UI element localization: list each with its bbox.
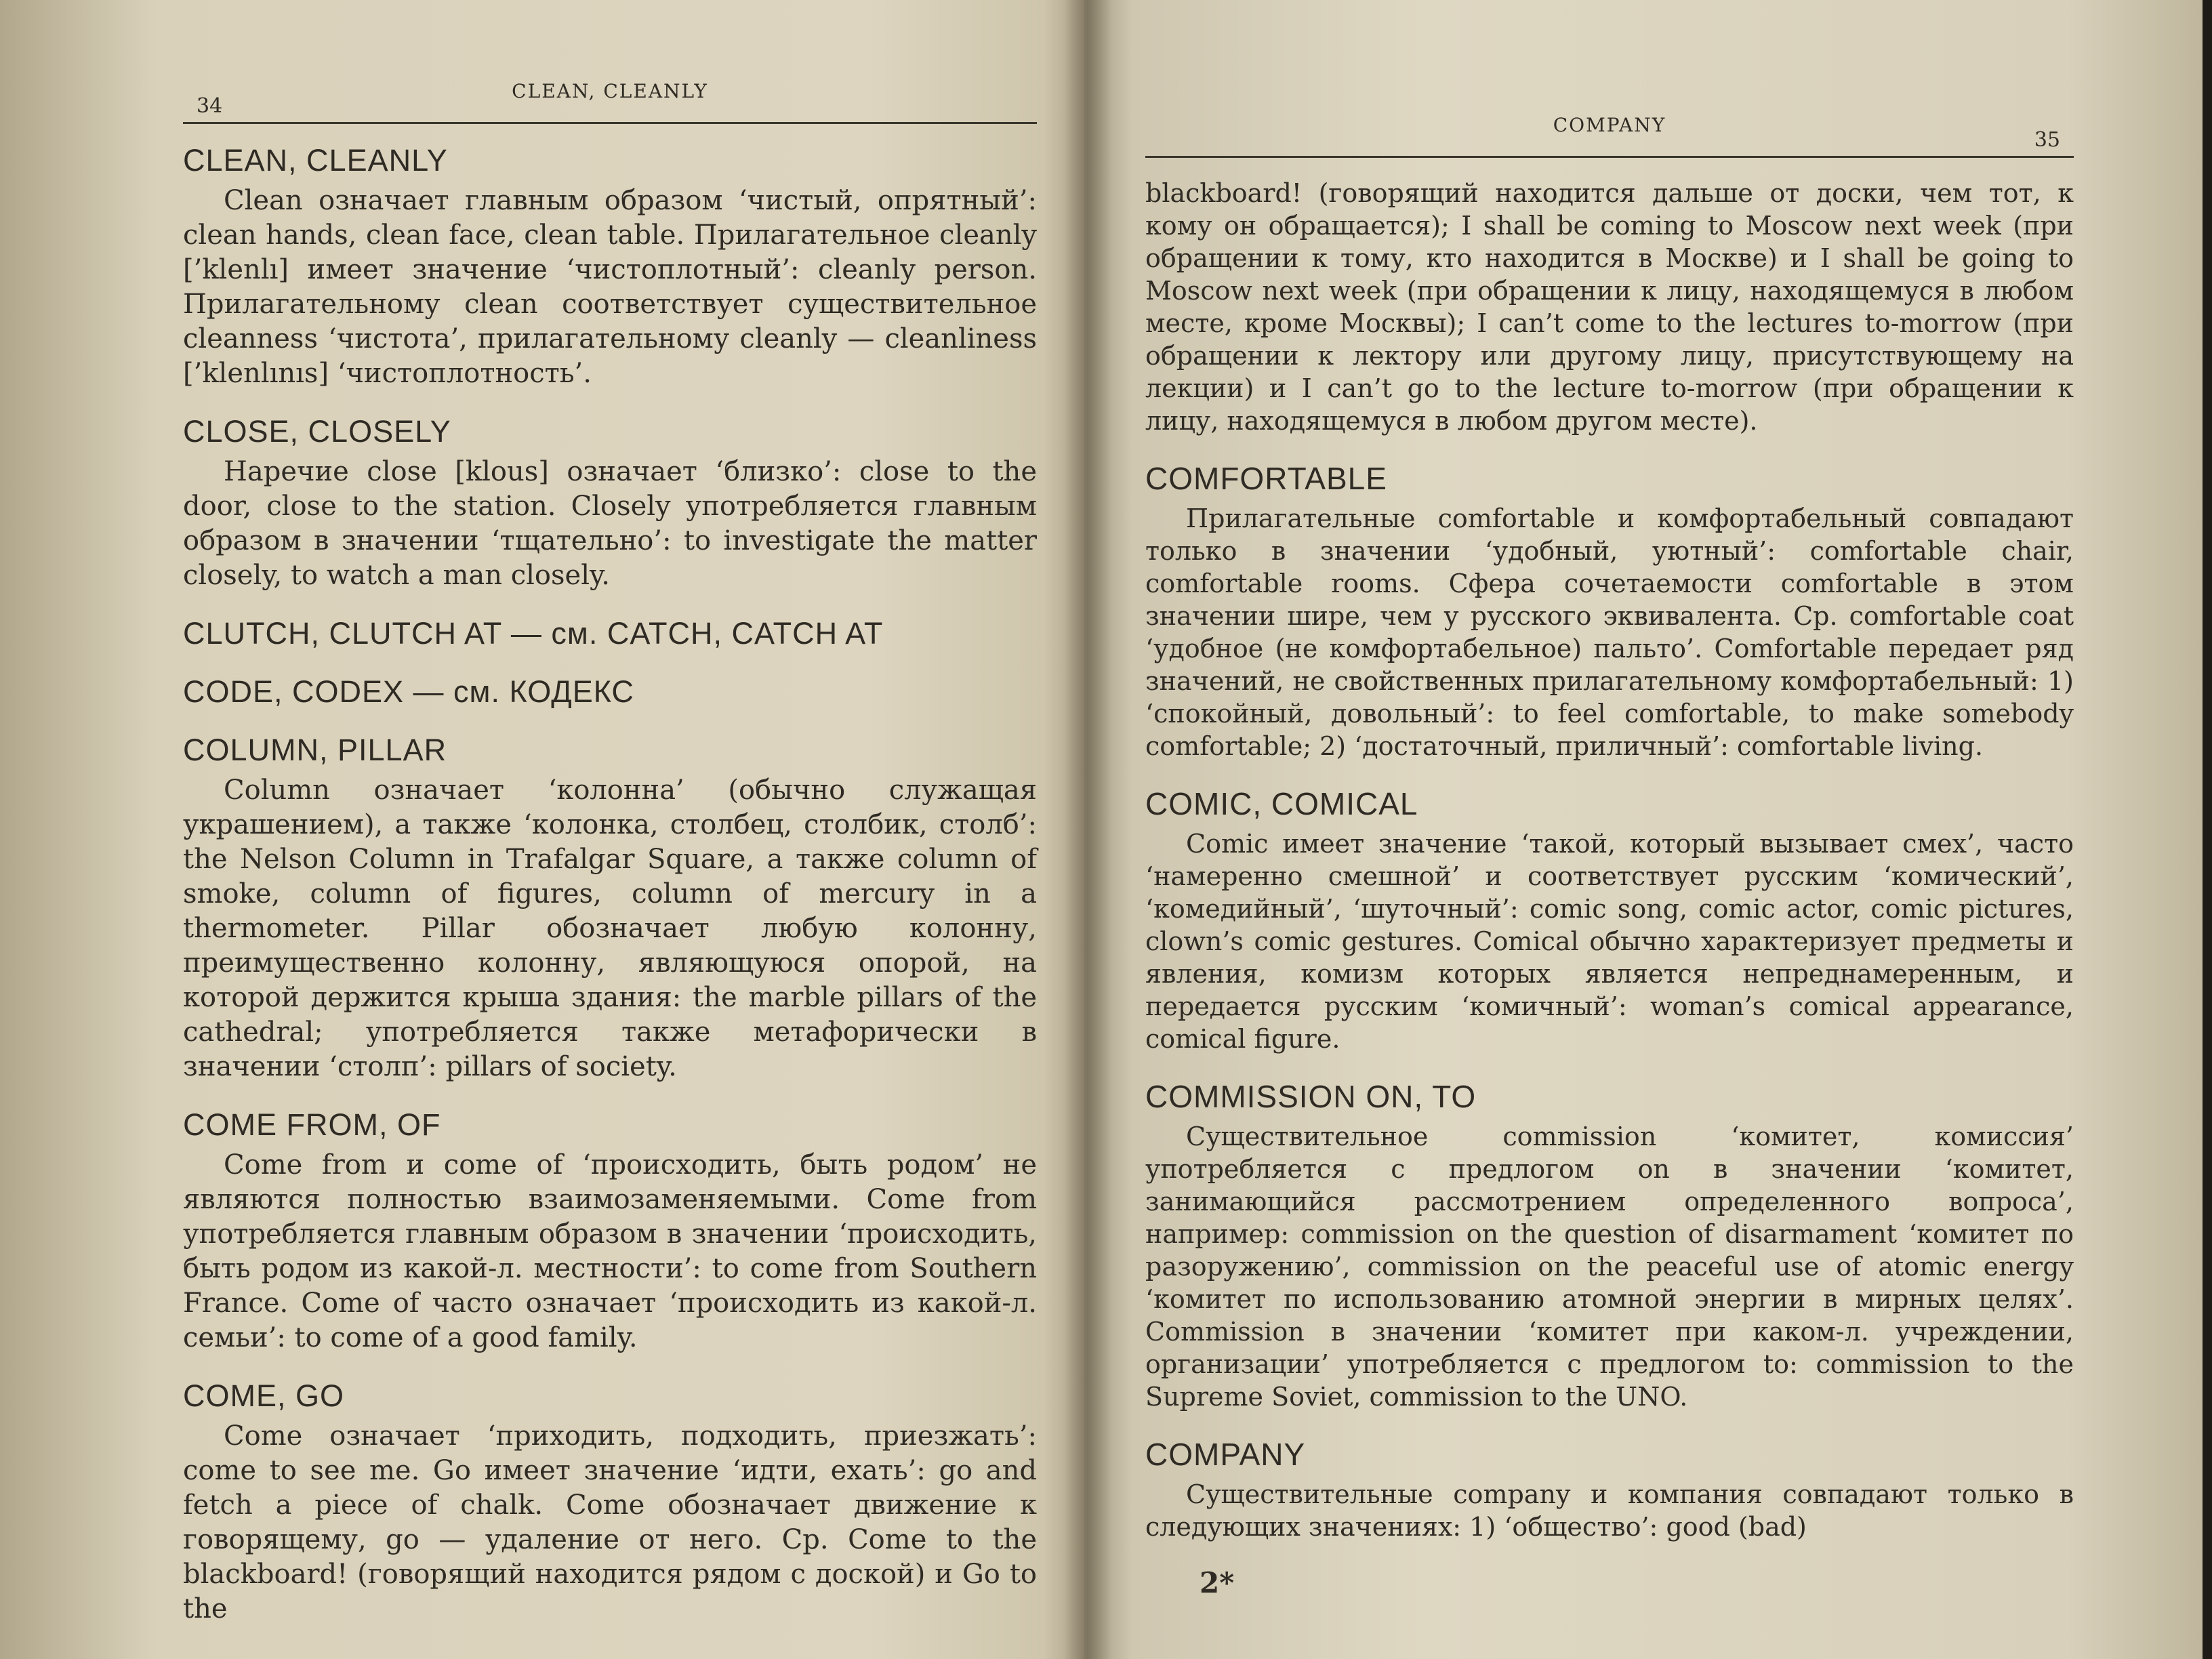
entry-text: Наречие close [klous] означает ‘близко’: close to the door, close to the station. Closely употребляется главным образом в значении ‘тщательно’: to investigate the matter closely, to watch a man closely. [183, 456, 1037, 591]
dictionary-entry [183, 414, 1037, 593]
left-page-number: 34 [197, 94, 223, 118]
entry-headword: COMIC, COMICAL [1145, 786, 1418, 821]
entry-headword: COME, GO [183, 1378, 345, 1413]
dictionary-entry [1145, 460, 2074, 762]
book-gutter [1064, 0, 1111, 1659]
dictionary-entry [183, 1107, 1037, 1355]
cross-reference: CLUTCH, CLUTCH AT — см. CATCH, CATCH AT [183, 616, 884, 651]
dictionary-entry [1145, 1436, 2074, 1543]
cross-reference: CODE, CODEX — см. КОДЕКС [183, 674, 634, 709]
dictionary-entry [183, 733, 1037, 1084]
entry-headword: COMFORTABLE [1145, 461, 1387, 496]
entry-text: Существительные company и компания совпадают только в следующих значениях: 1) ‘общество’: good (bad) [1145, 1479, 2074, 1542]
entry-text: Comic имеет значение ‘такой, который вызывает смех’, часто ‘намеренно смешной’ и соответствует русским ‘комический’, ‘комедийный’, ‘шуточный’: comic song, comic actor, comic pictures, clown’s comic gestures. Comical обычно характеризует предметы и явления, комизм которых является непреднамеренным, и передается русским ‘комичный’: woman’s comical appearance, comical figure. [1145, 829, 2074, 1054]
entry-text: Существительное commission ‘комитет, комиссия’ употребляется с предлогом on в значении ‘комитет, занимающийся рассмотрением определенного вопроса’, например: commission on the question of disarmament ‘комитет по разоружению’, commission on the peaceful use of atomic energy ‘комитет по использованию атомной энергии в мирных целях’. Commission в значении ‘комитет при каком-л. учреждении, организации’ употребляется с предлогом to: commission to the Supreme Soviet, commission to the UNO. [1145, 1122, 2074, 1412]
continued-entry-text: blackboard! (говорящий находится дальше от доски, чем тот, к кому он обращается); I shall be coming to Moscow next week (при обращении к тому, кто находится в Москве) и I shall be going to Moscow next week (при обращении к лицу, находящемуся в любом месте, кроме Москвы); I can’t come to the lectures to-morrow (при обращении к лектору или другому лицу, присутствующему на лекции) и I can’t go to the lecture to-morrow (при обращении к лицу, находящемуся в любом другом месте). [1145, 178, 2074, 436]
dictionary-entry [183, 1378, 1037, 1626]
entry-text: Column означает ‘колонна’ (обычно служащая украшением), а также ‘колонка, столбец, столбик, столб’: the Nelson Column in Trafalgar Square, а также column of smoke, column of figures, column of mercury in a thermometer. Pillar обозначает любую колонну, преимущественно колонну, являющуюся опорой, на которой держится крыша здания: the marble pillars of the cathedral; употребляется также метафорически в значении ‘столп’: pillars of society. [183, 775, 1037, 1082]
dictionary-entry [1145, 785, 2074, 1055]
signature-mark: 2* [1200, 1566, 1235, 1599]
entry-headword: CLOSE, CLOSELY [183, 414, 451, 449]
left-running-head [183, 75, 1037, 124]
entry-text: Прилагательные comfortable и комфортабельный совпадают только в значении ‘удобный, уютный’: comfortable chair, comfortable rooms. Сфера сочетаемости comfortable в этом значении шире, чем у русского эквивалента. Ср. comfortable coat ‘удобное (не комфортабельное) пальто’. Comfortable передает ряд значений, не свойственных прилагательному комфортабельный: 1) ‘спокойный, довольный’: to feel comfortable, to make somebody comfortable; 2) ‘достаточный, приличный’: comfortable living. [1145, 504, 2074, 761]
entry-headword: COME FROM, OF [183, 1107, 441, 1142]
right-page [1084, 0, 2203, 1659]
right-running-title: COMPANY [1553, 114, 1666, 136]
dictionary-entry [1145, 1078, 2074, 1413]
entry-headword: COMMISSION ON, TO [1145, 1079, 1477, 1114]
right-running-head [1145, 108, 2074, 158]
left-running-title: CLEAN, CLEANLY [512, 80, 708, 102]
entry-headword: COMPANY [1145, 1437, 1306, 1472]
right-page-number: 35 [2034, 128, 2060, 152]
entry-text: Clean означает главным образом ‘чистый, опрятный’: clean hands, clean face, clean table. Прилагательное cleanly [’klenlı] имеет значение ‘чистоплотный’: cleanly person. Прилагательному clean соответствует существительное cleanness ‘чистота’, прилагательному cleanly — cleanliness [’klenlınıs] ‘чистоплотность’. [183, 185, 1037, 389]
entry-text: Come означает ‘приходить, подходить, приезжать’: come to see me. Go имеет значение ‘идти, ехать’: go and fetch a piece of chalk. Come обозначает движение к говорящему, go — удаление от него. Ср. Come to the blackboard! (говорящий находится рядом с доской) и Go to the [183, 1420, 1037, 1624]
dictionary-entry [183, 143, 1037, 391]
left-page [0, 0, 1084, 1659]
entry-text: Come from и come of ‘происходить, быть родом’ не являются полностью взаимозаменяемыми. Come from употребляется главным образом в значении ‘происходить, быть родом из какой-л. местности’: to come from Southern France. Come of часто означает ‘происходить из какой-л. семьи’: to come of a good family. [183, 1149, 1037, 1353]
entry-headword: CLEAN, CLEANLY [183, 143, 448, 178]
entry-headword: COLUMN, PILLAR [183, 733, 447, 767]
